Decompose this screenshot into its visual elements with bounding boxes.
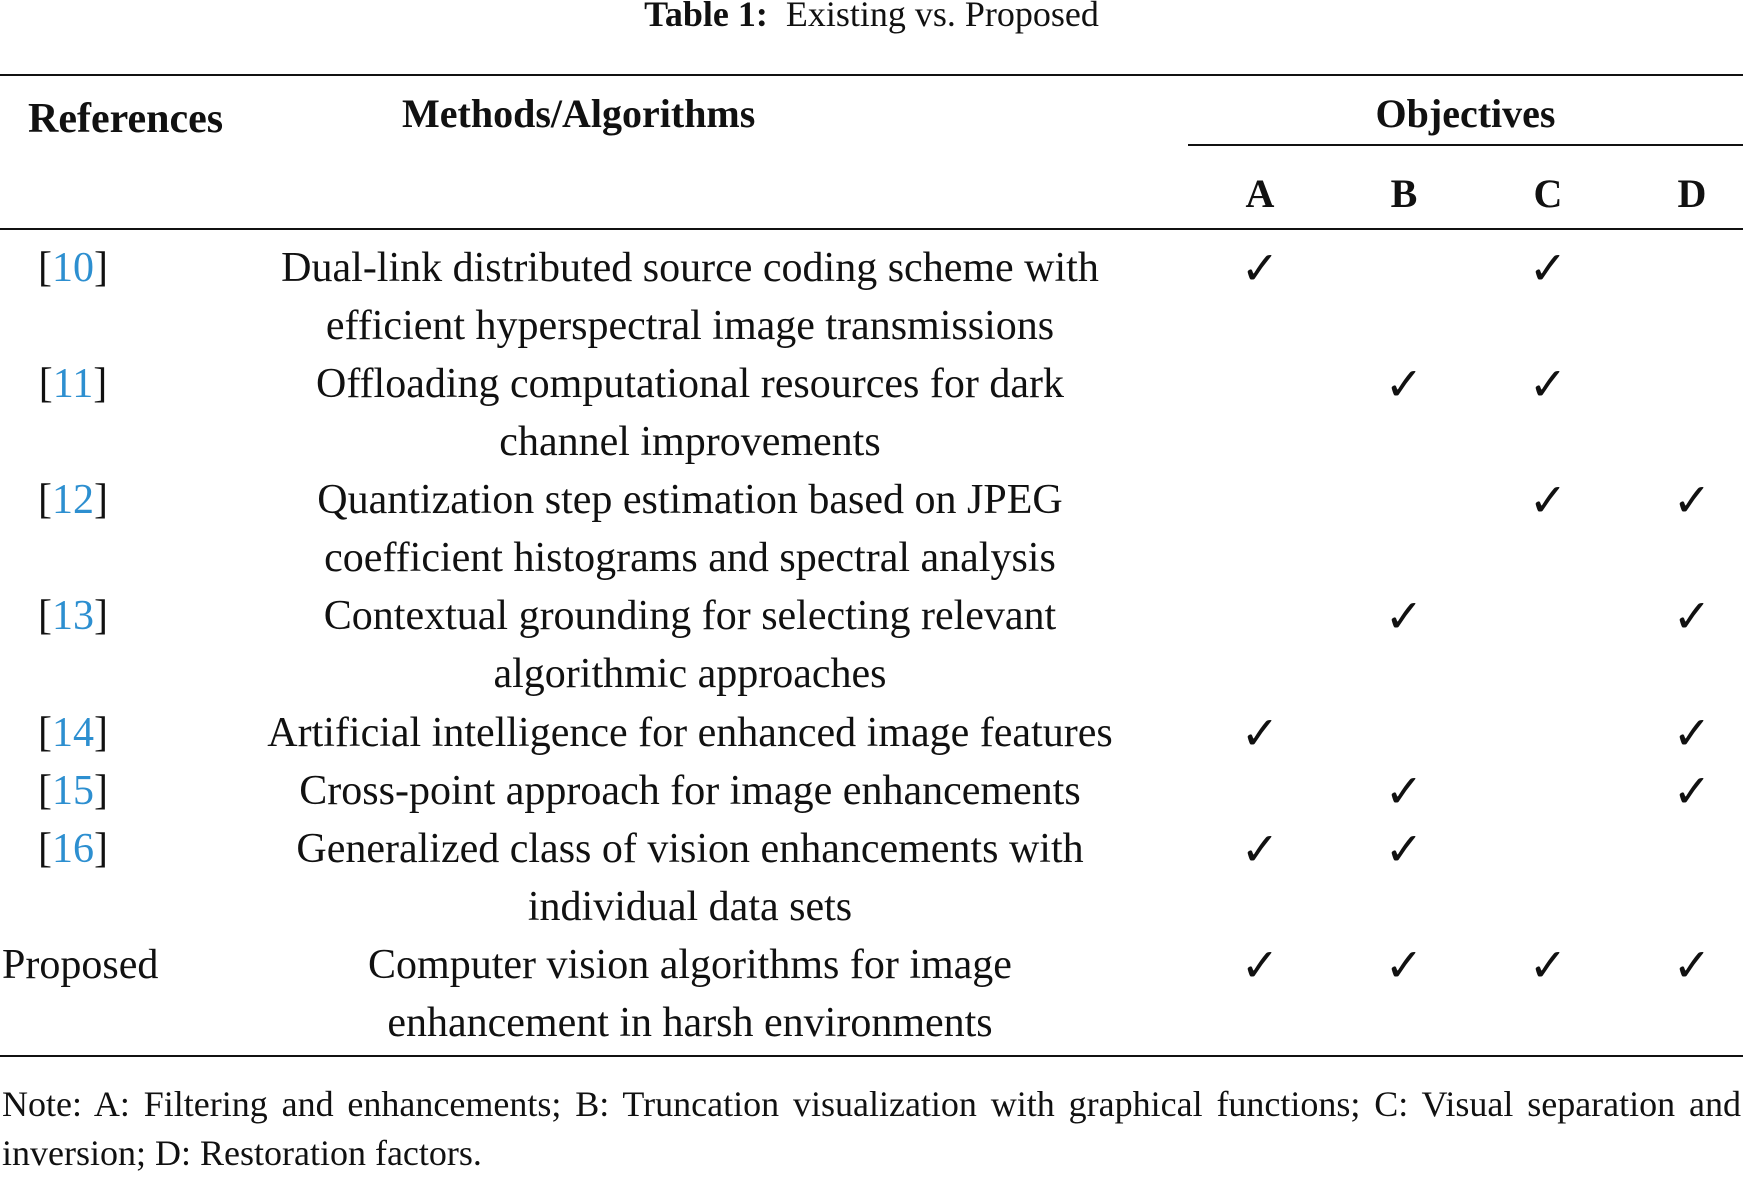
checkmark-icon: ✓ xyxy=(1528,241,1568,295)
method-line: coefficient histograms and spectral analysis xyxy=(324,535,1056,581)
method-line: algorithmic approaches xyxy=(493,651,887,697)
reference-bracket-open: [ xyxy=(38,710,52,756)
method-cell xyxy=(200,704,1180,762)
checkmark-icon: ✓ xyxy=(1672,706,1712,760)
reference-bracket-close: ] xyxy=(93,361,108,407)
checkmark-icon: ✓ xyxy=(1384,938,1424,992)
column-header-d: D xyxy=(1677,171,1707,216)
checkmark-icon: ✓ xyxy=(1384,822,1424,876)
top-rule xyxy=(0,74,1743,76)
reference-bracket-open: [ xyxy=(38,477,52,523)
reference-link[interactable]: 15 xyxy=(52,768,94,814)
reference-cell xyxy=(0,239,146,297)
method-line: Offloading computational resources for dark xyxy=(316,361,1064,407)
reference-bracket-close: ] xyxy=(94,245,108,291)
checkmark-icon: ✓ xyxy=(1240,822,1280,876)
table-title: Existing vs. Proposed xyxy=(785,0,1099,34)
method-line: Computer vision algorithms for image xyxy=(368,942,1012,988)
reference-bracket-open: [ xyxy=(38,361,53,407)
reference-link[interactable]: 14 xyxy=(52,710,94,756)
reference-bracket-open: [ xyxy=(38,593,52,639)
checkmark-icon: ✓ xyxy=(1528,357,1568,411)
objectives-rule xyxy=(1188,144,1743,146)
table-label: Table 1: xyxy=(644,0,768,34)
reference-bracket-close: ] xyxy=(94,710,108,756)
method-line: Dual-link distributed source coding scheme with xyxy=(281,245,1099,291)
method-line: enhancement in harsh environments xyxy=(387,1000,993,1046)
reference-cell xyxy=(0,704,146,762)
checkmark-icon: ✓ xyxy=(1384,589,1424,643)
reference-bracket-close: ] xyxy=(94,477,108,523)
header-rule xyxy=(0,228,1743,230)
method-line: efficient hyperspectral image transmissions xyxy=(325,303,1055,349)
reference-cell xyxy=(0,820,146,878)
method-line: channel improvements xyxy=(499,419,881,465)
reference-link[interactable]: 16 xyxy=(52,826,94,872)
method-line: Contextual grounding for selecting relevant xyxy=(323,593,1057,639)
method-line: Generalized class of vision enhancements with xyxy=(296,826,1084,872)
checkmark-icon: ✓ xyxy=(1240,706,1280,760)
column-header-b: B xyxy=(1390,171,1418,216)
header-methods: Methods/Algorithms xyxy=(402,91,756,136)
reference-cell: Proposed xyxy=(2,942,159,988)
checkmark-icon: ✓ xyxy=(1528,938,1568,992)
method-cell xyxy=(200,471,1180,587)
reference-bracket-open: [ xyxy=(38,245,52,291)
method-cell xyxy=(200,587,1180,703)
reference-cell xyxy=(0,762,146,820)
method-cell xyxy=(200,762,1180,820)
checkmark-icon: ✓ xyxy=(1240,241,1280,295)
header-objectives: Objectives xyxy=(1375,91,1556,136)
reference-cell xyxy=(0,355,146,413)
reference-link[interactable]: 12 xyxy=(52,477,94,523)
reference-link[interactable]: 13 xyxy=(52,593,94,639)
checkmark-icon: ✓ xyxy=(1384,357,1424,411)
reference-cell xyxy=(0,471,146,529)
reference-bracket-close: ] xyxy=(94,768,108,814)
checkmark-icon: ✓ xyxy=(1672,938,1712,992)
checkmark-icon: ✓ xyxy=(1672,589,1712,643)
bottom-rule xyxy=(0,1055,1743,1057)
method-line: individual data sets xyxy=(527,884,853,930)
method-cell xyxy=(200,936,1180,1052)
checkmark-icon: ✓ xyxy=(1672,764,1712,818)
checkmark-icon: ✓ xyxy=(1384,764,1424,818)
reference-link[interactable]: 10 xyxy=(52,245,94,291)
column-header-a: A xyxy=(1245,171,1275,216)
reference-bracket-open: [ xyxy=(38,826,52,872)
checkmark-icon: ✓ xyxy=(1240,938,1280,992)
method-cell xyxy=(200,239,1180,355)
method-cell xyxy=(200,355,1180,471)
header-references: References xyxy=(28,96,224,142)
method-line: Cross-point approach for image enhancements xyxy=(299,768,1081,814)
method-cell xyxy=(200,820,1180,936)
method-line: Quantization step estimation based on JPEG xyxy=(317,477,1063,523)
method-line: Artificial intelligence for enhanced image features xyxy=(267,710,1113,756)
reference-cell xyxy=(0,587,146,645)
reference-bracket-close: ] xyxy=(94,593,108,639)
table-caption xyxy=(0,0,1743,34)
reference-bracket-open: [ xyxy=(38,768,52,814)
table-note: Note: A: Filtering and enhancements; B: Truncation visualization with graphical functions; C: Visual separation and inversion; D: Restoration factors. xyxy=(2,1084,1741,1173)
checkmark-icon: ✓ xyxy=(1672,473,1712,527)
reference-link[interactable]: 11 xyxy=(52,361,94,407)
column-header-c: C xyxy=(1533,171,1563,216)
checkmark-icon: ✓ xyxy=(1528,473,1568,527)
reference-bracket-close: ] xyxy=(94,826,108,872)
